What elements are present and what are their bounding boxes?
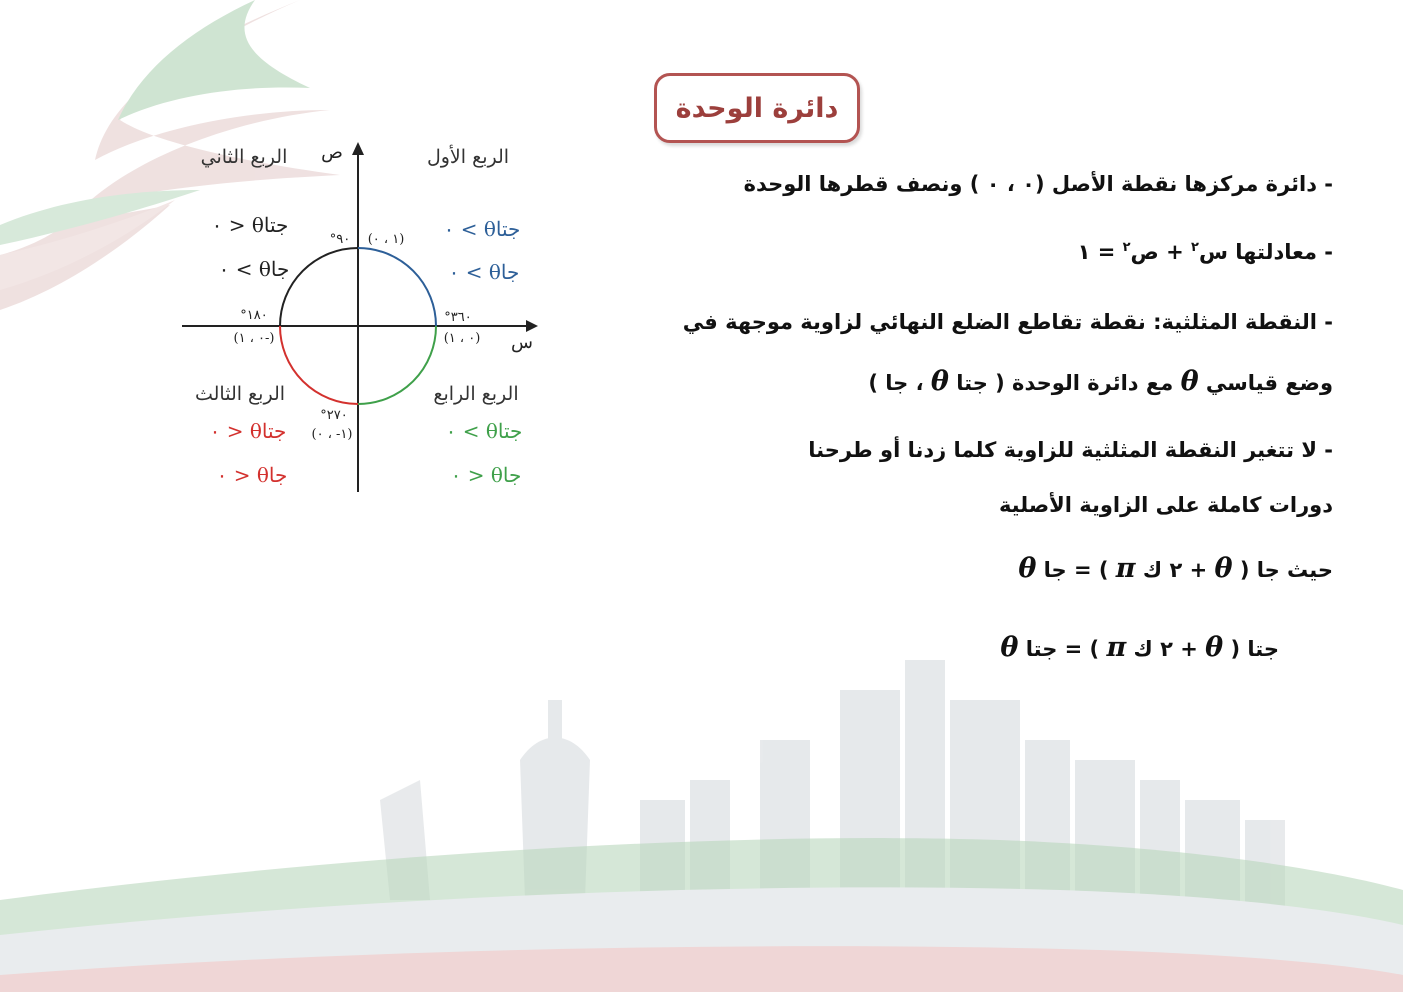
arc-quadrant-3 [280, 326, 358, 404]
axis-y-label: ص [321, 142, 343, 163]
point-360: (٠ ، ١) [443, 331, 481, 346]
superscript-two: ٢ [1191, 240, 1199, 255]
theta-symbol: θ [1000, 632, 1019, 663]
sin-close-text: ، جا ) [868, 371, 931, 395]
text-line-full-rotations: دورات كاملة على الزاوية الأصلية [998, 493, 1333, 517]
q4-sin-sign: جاθ < ٠ [450, 463, 522, 487]
x-axis-arrow-icon [526, 320, 538, 332]
theta-symbol: θ [1180, 366, 1199, 397]
text-line-circle-definition: - دائرة مركزها نقطة الأصل (٠ ، ٠ ) ونصف قطرها الوحدة [743, 172, 1333, 196]
q2-cos-sign: جتاθ < ٠ [211, 213, 289, 237]
q3-cos-sign: جتاθ < ٠ [209, 419, 287, 443]
equation-start: - معادلتها س [1198, 240, 1333, 264]
formula-cos [1000, 632, 1279, 663]
q1-sin-sign: جاθ > ٠ [448, 260, 520, 284]
text-line-standard-position [868, 366, 1333, 397]
formula-plus-2k: + ٢ ك [1142, 558, 1215, 582]
arc-quadrant-1 [358, 248, 436, 326]
quadrant-1-title: الربع الأول [426, 146, 510, 168]
angle-270: °٢٧٠ [320, 408, 348, 423]
arc-quadrant-2 [280, 248, 358, 326]
quadrant-2-title: الربع الثاني [200, 146, 288, 168]
formula-sin-close: ) = جا [1036, 558, 1116, 582]
q4-cos-sign: جتاθ > ٠ [445, 419, 523, 443]
formula-plus-2k: + ٢ ك [1133, 637, 1206, 661]
theta-symbol: θ [1018, 553, 1037, 584]
standard-position-text: وضع قياسي [1205, 371, 1333, 395]
pi-symbol: π [1115, 553, 1136, 584]
text-line-equation [1078, 240, 1333, 264]
quadrant-3-title: الربع الثالث [194, 383, 286, 405]
equation-equals: = ١ [1077, 240, 1123, 264]
quadrant-4-title: الربع الرابع [433, 383, 519, 405]
equation-plus: + ص [1130, 240, 1192, 264]
superscript-two: ٢ [1122, 240, 1131, 255]
angle-90: °٩٠ [329, 232, 351, 247]
q1-cos-sign: جتاθ > ٠ [443, 217, 521, 241]
theta-symbol: θ [1205, 632, 1224, 663]
formula-sin [1018, 553, 1333, 584]
title-box [654, 73, 860, 143]
unit-circle-diagram [170, 130, 560, 510]
formula-cos-start: جتا ( [1230, 637, 1279, 661]
theta-symbol: θ [930, 366, 949, 397]
q3-sin-sign: جاθ < ٠ [216, 463, 288, 487]
angle-180: °١٨٠ [240, 308, 268, 323]
arc-quadrant-4 [358, 326, 436, 404]
angle-360: °٣٦٠ [444, 310, 472, 325]
q2-sin-sign: جاθ > ٠ [218, 257, 290, 281]
theta-symbol: θ [1214, 553, 1233, 584]
pi-symbol: π [1106, 632, 1127, 663]
axis-x-label: س [511, 332, 533, 353]
text-line-trig-point: - النقطة المثلثية: نقطة تقاطع الضلع النهائي لزاوية موجهة في [682, 310, 1333, 334]
with-unit-circle-text: مع دائرة الوحدة ( جتا [948, 371, 1181, 395]
point-90: (١ ، ٠) [367, 232, 405, 247]
y-axis-arrow-icon [352, 142, 364, 155]
point-180: (٠ ، ١-) [233, 331, 275, 346]
formula-cos-close: ) = جتا [1025, 637, 1107, 661]
text-line-invariance: - لا تتغير النقطة المثلثية للزاوية كلما زدنا أو طرحنا [808, 438, 1333, 462]
point-270: (١- ، ٠) [311, 427, 353, 442]
page-title: دائرة الوحدة [675, 92, 839, 124]
formula-sin-start: حيث جا ( [1239, 558, 1333, 582]
